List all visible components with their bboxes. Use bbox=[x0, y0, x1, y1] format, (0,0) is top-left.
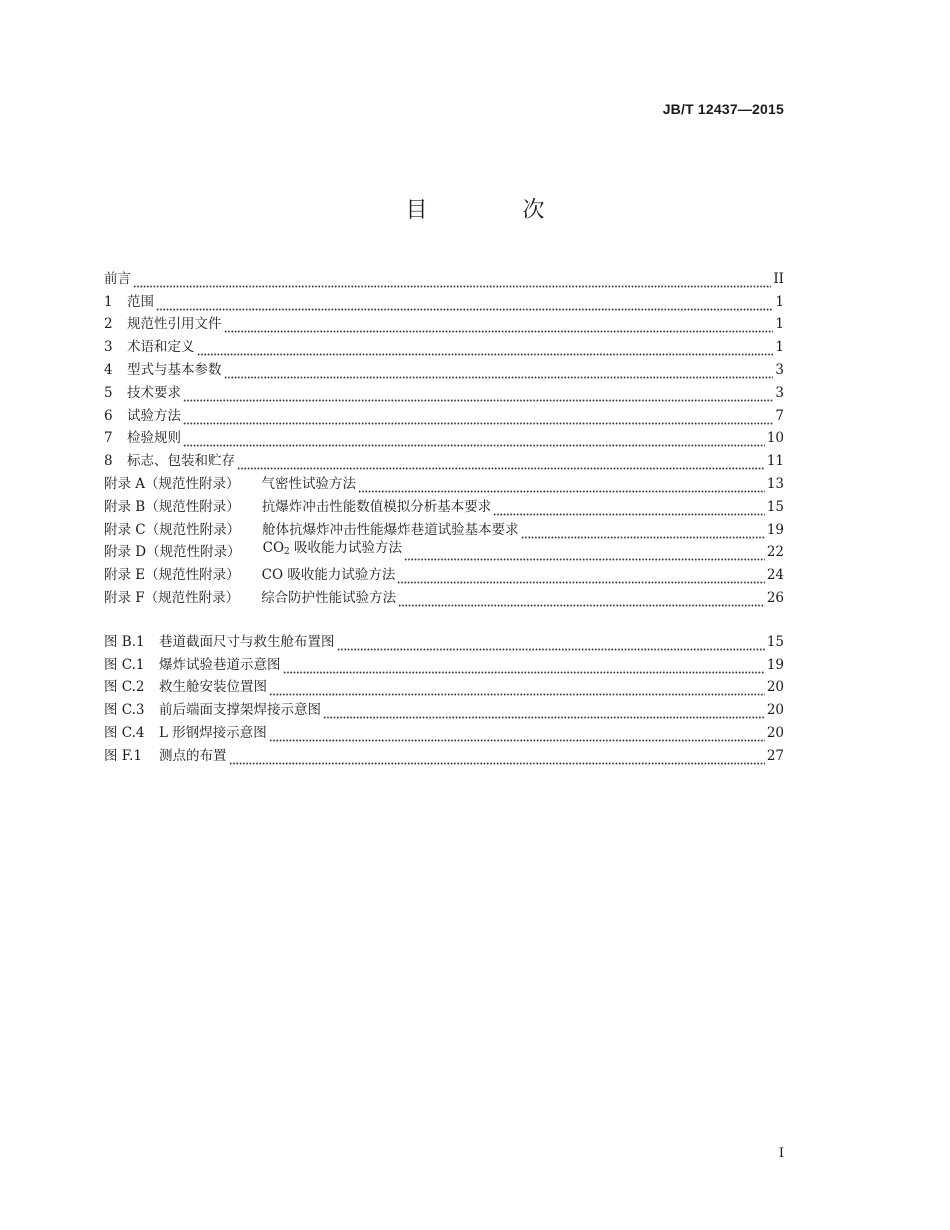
dot-leader bbox=[404, 547, 765, 561]
page-number: I bbox=[778, 1146, 784, 1161]
toc-entry-number: 6 bbox=[104, 407, 113, 424]
figure-page: 20 bbox=[766, 724, 784, 741]
appendix-label: 附录 E（规范性附录） bbox=[104, 567, 240, 584]
toc-entry-4[interactable] bbox=[104, 356, 784, 379]
standard-code: JB/T 12437—2015 bbox=[662, 101, 784, 117]
appendix-page: 22 bbox=[766, 544, 784, 561]
dot-leader bbox=[269, 682, 765, 696]
toc-entry-number: 4 bbox=[104, 361, 113, 378]
toc-entry-label: 试验方法 bbox=[127, 407, 181, 424]
toc-appendix-d[interactable] bbox=[104, 539, 784, 562]
dot-leader bbox=[397, 570, 764, 584]
toc-entry-page: 11 bbox=[766, 453, 784, 470]
dot-leader bbox=[224, 365, 774, 379]
appendix-title: 舱体抗爆炸冲击性能爆炸巷道试验基本要求 bbox=[262, 521, 519, 538]
toc-entry-number: 8 bbox=[104, 453, 113, 470]
appendix-label: 附录 A（规范性附录） bbox=[104, 475, 240, 492]
toc-entry-label: 技术要求 bbox=[127, 384, 181, 401]
toc-entry-page: 1 bbox=[775, 316, 784, 333]
toc-appendix-b[interactable] bbox=[104, 493, 784, 516]
toc-entry-label: 范围 bbox=[127, 293, 154, 310]
figure-entry-c1[interactable] bbox=[104, 651, 784, 674]
appendix-title: 抗爆炸冲击性能数值模拟分析基本要求 bbox=[261, 498, 492, 515]
toc-entry-page: 7 bbox=[775, 407, 784, 424]
appendix-title bbox=[263, 539, 402, 561]
toc-entry-number: 7 bbox=[104, 430, 113, 447]
toc-entry-page: 3 bbox=[775, 384, 784, 401]
toc-entry-2[interactable] bbox=[104, 311, 784, 334]
figure-label: 救生舱安装位置图 bbox=[159, 679, 267, 696]
dot-leader bbox=[183, 433, 765, 447]
toc-entry-3[interactable] bbox=[104, 333, 784, 356]
appendix-page: 24 bbox=[766, 567, 784, 584]
dot-leader bbox=[337, 637, 765, 651]
toc-entry-page: II bbox=[773, 270, 784, 287]
dot-leader bbox=[224, 319, 774, 333]
figure-page: 19 bbox=[766, 656, 784, 673]
appendix-label: 附录 F（规范性附录） bbox=[104, 589, 240, 606]
appendix-page: 15 bbox=[766, 498, 784, 515]
dot-leader bbox=[398, 593, 765, 607]
toc-entry-number: 5 bbox=[104, 384, 113, 401]
appendix-label: 附录 D（规范性附录） bbox=[104, 544, 241, 561]
figure-label: L 形钢焊接示意图 bbox=[159, 724, 267, 741]
figure-label: 爆炸试验巷道示意图 bbox=[159, 656, 281, 673]
figure-entry-f1[interactable] bbox=[104, 742, 784, 765]
figure-page: 20 bbox=[766, 702, 784, 719]
figure-page: 20 bbox=[766, 679, 784, 696]
figure-number: 图 F.1 bbox=[104, 747, 142, 764]
page-title: 目 次 bbox=[405, 198, 589, 223]
dot-leader bbox=[283, 660, 765, 674]
appendix-label: 附录 B（规范性附录） bbox=[104, 498, 240, 515]
appendix-page: 13 bbox=[766, 475, 784, 492]
toc-entry-label: 型式与基本参数 bbox=[127, 361, 222, 378]
dot-leader bbox=[521, 525, 765, 539]
appendix-title-prefix: CO bbox=[262, 540, 285, 557]
figure-number: 图 C.4 bbox=[104, 724, 145, 741]
toc-entry-7[interactable] bbox=[104, 425, 784, 448]
toc-entry-page: 10 bbox=[766, 430, 784, 447]
toc-entry-label: 术语和定义 bbox=[127, 339, 195, 356]
dot-leader bbox=[269, 728, 765, 742]
appendix-label: 附录 C（规范性附录） bbox=[104, 521, 241, 538]
toc-entry-number: 1 bbox=[104, 293, 113, 310]
figure-page: 27 bbox=[766, 747, 784, 764]
appendix-title: 综合防护性能试验方法 bbox=[261, 589, 397, 606]
toc-entry-6[interactable] bbox=[104, 402, 784, 425]
toc-entry-label: 前言 bbox=[104, 270, 131, 287]
toc-entry-8[interactable] bbox=[104, 447, 784, 470]
dot-leader bbox=[237, 456, 765, 470]
figure-page: 15 bbox=[766, 633, 784, 650]
dot-leader bbox=[323, 705, 765, 719]
dot-leader bbox=[183, 411, 773, 425]
figure-number: 图 C.1 bbox=[104, 656, 145, 673]
figure-entry-b1[interactable] bbox=[104, 628, 784, 651]
figure-label: 巷道截面尺寸与救生舱布置图 bbox=[159, 633, 335, 650]
toc-entry-5[interactable] bbox=[104, 379, 784, 402]
dot-leader bbox=[133, 274, 771, 288]
appendix-title: CO 吸收能力试验方法 bbox=[261, 567, 396, 584]
toc-entry-number: 3 bbox=[104, 339, 113, 356]
dot-leader bbox=[358, 479, 765, 493]
toc-entry-1[interactable] bbox=[104, 288, 784, 311]
figure-list bbox=[104, 628, 784, 765]
toc-entry-page: 1 bbox=[775, 339, 784, 356]
dot-leader bbox=[183, 388, 773, 402]
toc-entry-page: 3 bbox=[775, 361, 784, 378]
appendix-title-suffix: 吸收能力试验方法 bbox=[289, 540, 403, 557]
figure-number: 图 C.2 bbox=[104, 679, 145, 696]
toc-appendix-c[interactable] bbox=[104, 516, 784, 539]
toc-appendix-a[interactable] bbox=[104, 470, 784, 493]
toc-appendix-e[interactable] bbox=[104, 561, 784, 584]
toc-section bbox=[104, 265, 784, 607]
figure-label: 前后端面支撑架焊接示意图 bbox=[159, 702, 321, 719]
dot-leader bbox=[229, 751, 765, 765]
appendix-title: 气密性试验方法 bbox=[261, 475, 357, 492]
figure-entry-c4[interactable] bbox=[104, 719, 784, 742]
figure-entry-c3[interactable] bbox=[104, 696, 784, 719]
toc-appendix-f[interactable] bbox=[104, 584, 784, 607]
toc-entry-foreword[interactable] bbox=[104, 265, 784, 288]
toc-entry-label: 标志、包装和贮存 bbox=[127, 453, 235, 470]
figure-number: 图 B.1 bbox=[104, 633, 145, 650]
toc-entry-label: 规范性引用文件 bbox=[127, 316, 222, 333]
appendix-page: 26 bbox=[766, 589, 784, 606]
figure-entry-c2[interactable] bbox=[104, 674, 784, 697]
figure-label: 测点的布置 bbox=[159, 747, 227, 764]
dot-leader bbox=[493, 502, 765, 516]
dot-leader bbox=[156, 297, 773, 311]
dot-leader bbox=[197, 342, 774, 356]
toc-entry-number: 2 bbox=[104, 316, 113, 333]
toc-entry-page: 1 bbox=[775, 293, 784, 310]
toc-entry-label: 检验规则 bbox=[127, 430, 181, 447]
appendix-page: 19 bbox=[766, 521, 784, 538]
appendix-title-subscript: 2 bbox=[284, 547, 290, 558]
figure-number: 图 C.3 bbox=[104, 702, 145, 719]
